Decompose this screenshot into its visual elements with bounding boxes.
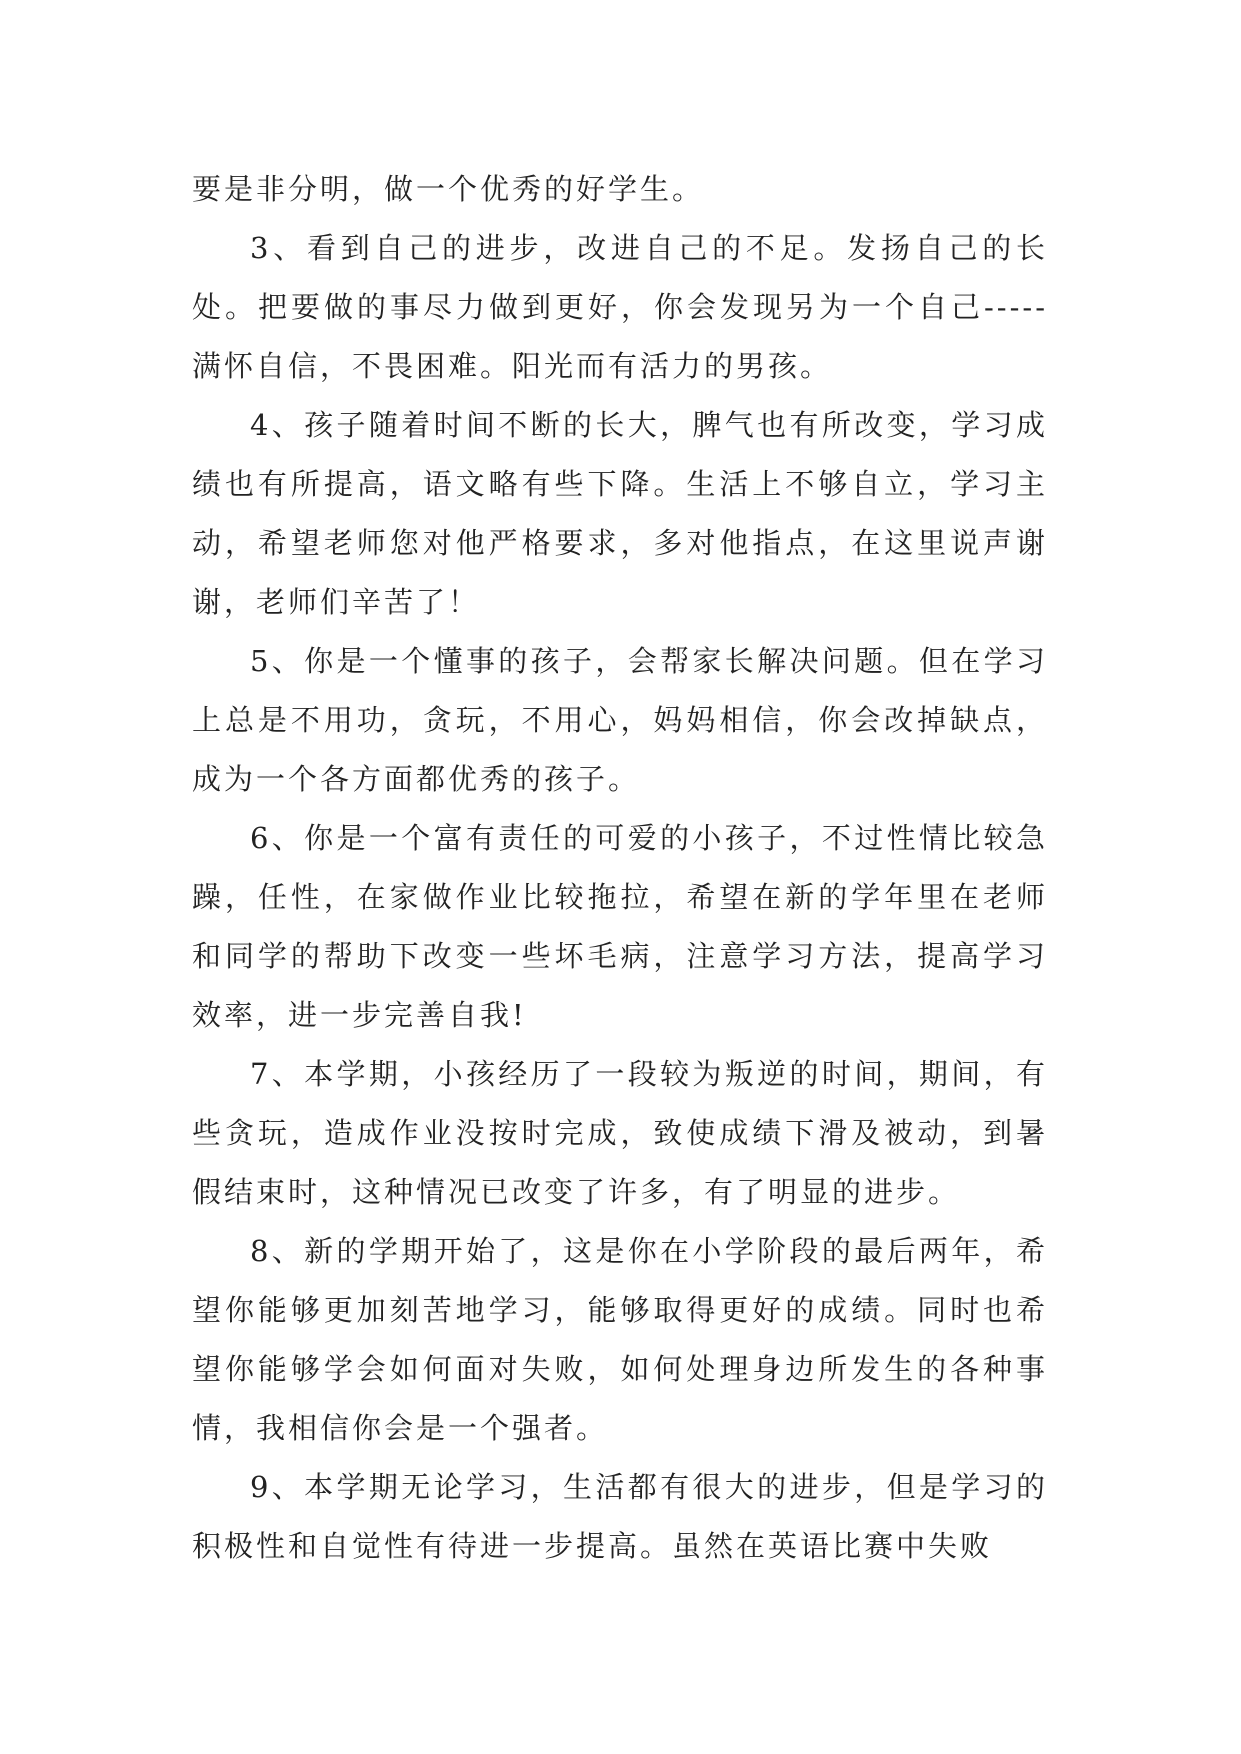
paragraph-item-3: 3、看到自己的进步，改进自己的不足。发扬自己的长处。把要做的事尽力做到更好，你会发现另为一个自己-----满怀自信，不畏困难。阳光而有活力的男孩。 <box>192 231 1048 383</box>
paragraph-continuation: 要是非分明，做一个优秀的好学生。 <box>192 172 705 206</box>
paragraph-item-4: 4、孩子随着时间不断的长大，脾气也有所改变，学习成绩也有所提高，语文略有些下降。生活上不够自立，学习主动，希望老师您对他严格要求，多对他指点，在这里说声谢谢，老师们辛苦了！ <box>192 408 1048 619</box>
paragraph-item-9: 9、本学期无论学习，生活都有很大的进步，但是学习的积极性和自觉性有待进一步提高。虽然在英语比赛中失败 <box>192 1470 1048 1563</box>
paragraph-item-7: 7、本学期，小孩经历了一段较为叛逆的时间，期间，有些贪玩，造成作业没按时完成，致使成绩下滑及被动，到暑假结束时，这种情况已改变了许多，有了明显的进步。 <box>192 1057 1048 1209</box>
paragraph-item-6: 6、你是一个富有责任的可爱的小孩子，不过性情比较急躁，任性，在家做作业比较拖拉，希望在新的学年里在老师和同学的帮助下改变一些坏毛病，注意学习方法，提高学习效率，进一步完善自我! <box>192 821 1048 1032</box>
document-body <box>192 160 1048 1576</box>
paragraph-item-5: 5、你是一个懂事的孩子，会帮家长解决问题。但在学习上总是不用功，贪玩，不用心，妈妈相信，你会改掉缺点，成为一个各方面都优秀的孩子。 <box>192 644 1048 796</box>
paragraph-item-8: 8、新的学期开始了，这是你在小学阶段的最后两年，希望你能够更加刻苦地学习，能够取得更好的成绩。同时也希望你能够学会如何面对失败，如何处理身边所发生的各种事情，我相信你会是一个强者。 <box>192 1234 1048 1445</box>
